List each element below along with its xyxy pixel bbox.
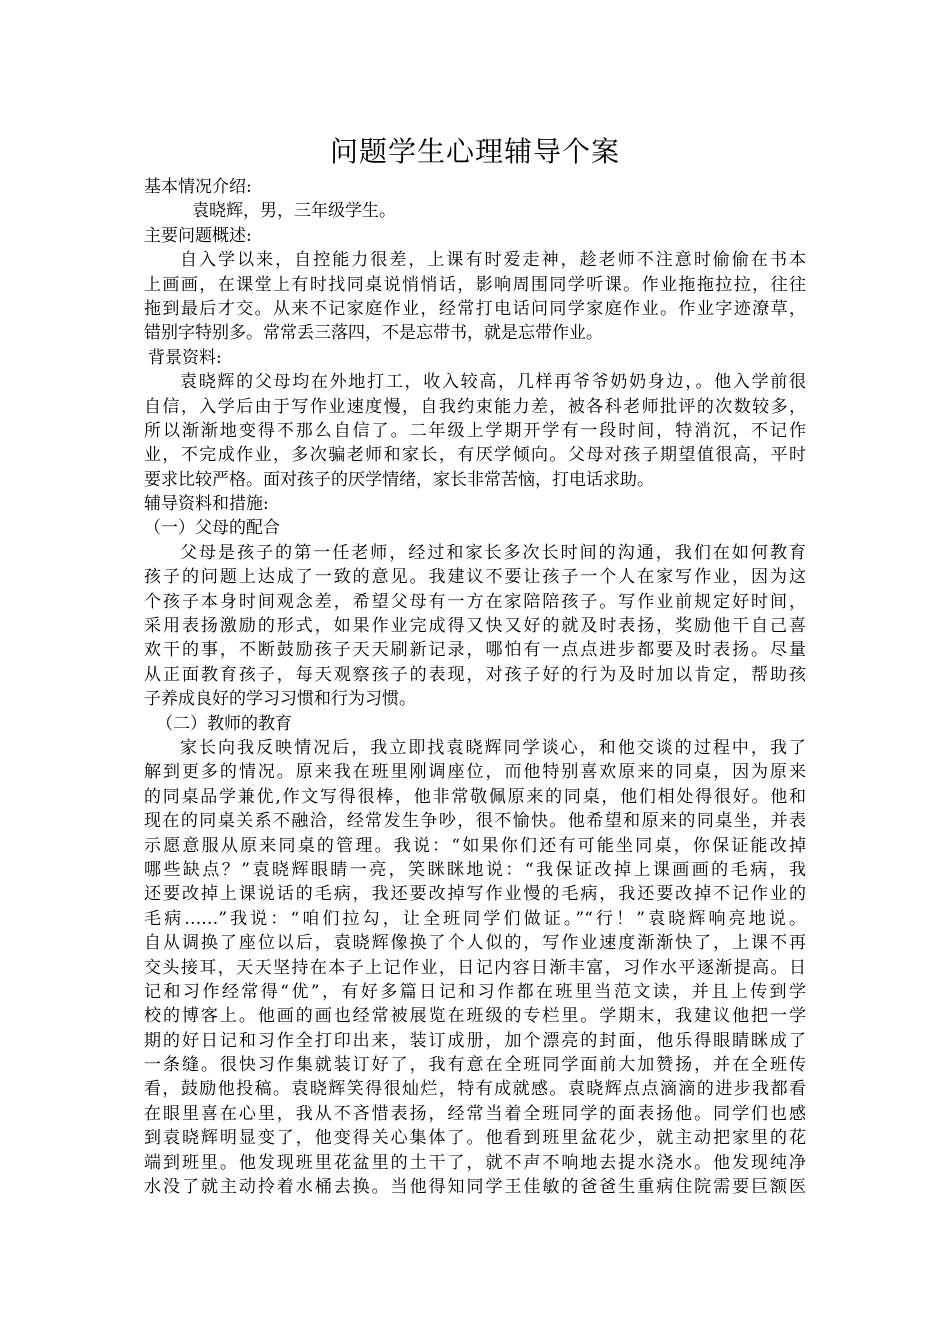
- text-line: 现在的同桌关系不融洽，经常发生争吵，很不愉快。他希望和原来的同桌坐，并表: [144, 811, 806, 832]
- text-line: 父母是孩子的第一任老师，经过和家长多次长时间的沟通，我们在如何教育: [180, 542, 806, 563]
- text-line: （二）教师的教育: [156, 713, 292, 734]
- text-line: 自入学以来，自控能力很差，上课有时爱走神，趁老师不注意时偷偷在书本: [180, 250, 806, 271]
- text-line: 记和习作经常得“优”，有好多篇日记和习作都在班里当范文读，并且上传到学: [144, 981, 806, 1002]
- text-line: 家长向我反映情况后，我立即找袁晓辉同学谈心，和他交谈的过程中，我了: [180, 737, 806, 758]
- text-line: 交头接耳，天天坚持在本子上记作业，日记内容日渐丰富，习作水平逐渐提高。日: [144, 957, 806, 978]
- text-line: 个孩子本身时间观念差，希望父母有一方在家陪陪孩子。写作业前规定好时间，: [144, 591, 806, 612]
- document-body: [144, 175, 806, 1199]
- text-line: 业，不完成作业，多次骗老师和家长，有厌学倾向。父母对孩子期望值很高，平时: [144, 445, 806, 466]
- text-line: 在眼里喜在心里，我从不吝惜表扬，经常当着全班同学的面表扬他。同学们也感: [144, 1103, 806, 1124]
- text-line: 校的博客上。他画的画也经常被展览在班级的专栏里。学期末，我建议他把一学: [144, 1006, 806, 1027]
- text-line: 解到更多的情况。原来我在班里刚调座位，而他特别喜欢原来的同桌，因为原来: [144, 762, 806, 783]
- text-line: 欢干的事，不断鼓励孩子天天刷新记录，哪怕有一点点进步都要及时表扬。尽量: [144, 640, 806, 661]
- text-line: 子养成良好的学习习惯和行为习惯。: [144, 689, 416, 710]
- text-line: 所以渐渐地变得不那么自信了。二年级上学期开学有一段时间，特消沉，不记作: [144, 420, 806, 441]
- text-line: 背景资料:: [148, 347, 222, 368]
- text-line: 一条缝。很快习作集就装订好了，我有意在全班同学面前大加赞扬，并在全班传: [144, 1055, 806, 1076]
- text-line: 自从调换了座位以后，袁晓辉像换了个人似的，写作业速度渐渐快了，上课不再: [144, 933, 806, 954]
- text-line: 还要改掉上课说话的毛病，我还要改掉写作业慢的毛病，我还要改掉不记作业的: [144, 884, 806, 905]
- text-line: 袁晓辉，男，三年级学生。: [192, 201, 396, 222]
- text-line: 错别字特别多。常常丢三落四，不是忘带书，就是忘带作业。: [144, 323, 603, 344]
- text-line: 孩子的问题上达成了一致的意见。我建议不要让孩子一个人在家写作业，因为这: [144, 567, 806, 588]
- text-line: 拖到最后才交。从来不记家庭作业，经常打电话问同学家庭作业。作业字迹潦草，: [144, 298, 806, 319]
- document-title: 问题学生心理辅导个案: [329, 135, 620, 168]
- text-line: 期的好日记和习作全打印出来，装订成册，加个漂亮的封面，他乐得眼睛眯成了: [144, 1030, 806, 1051]
- text-line: （一）父母的配合: [144, 518, 280, 539]
- text-line: 从正面教育孩子，每天观察孩子的表现，对孩子好的行为及时加以肯定，帮助孩: [144, 664, 806, 685]
- text-line: 辅导资料和措施:: [144, 494, 269, 515]
- text-line: 看，鼓励他投稿。袁晓辉笑得很灿烂，特有成就感。袁晓辉点点滴滴的进步我都看: [144, 1079, 806, 1100]
- text-line: 基本情况介绍:: [144, 177, 252, 197]
- text-line: 示愿意服从原来同桌的管理。我说：“如果你们还有可能坐同桌，你保证能改掉: [144, 835, 806, 856]
- text-line: 要求比较严格。面对孩子的厌学情绪，家长非常苦恼，打电话求助。: [144, 469, 654, 490]
- text-line: 哪些缺点？”袁晓辉眼睛一亮，笑眯眯地说：“我保证改掉上课画画的毛病，我: [144, 859, 806, 880]
- text-line: 端到班里。他发现班里花盆里的土干了，就不声不响地去提水浇水。他发现纯净: [144, 1152, 806, 1173]
- text-line: 到袁晓辉明显变了，他变得关心集体了。他看到班里盆花少，就主动把家里的花: [144, 1128, 806, 1149]
- text-line: 的同桌品学兼优,作文写得很棒，他非常敬佩原来的同桌，他们相处得很好。他和: [144, 786, 806, 807]
- text-line: 自信，入学后由于写作业速度慢，自我约束能力差，被各科老师批评的次数较多，: [144, 396, 806, 417]
- text-line: 上画画，在课堂上有时找同桌说悄悄话，影响周围同学听课。作业拖拖拉拉，往往: [144, 274, 806, 295]
- text-line: 毛病……”我说：“咱们拉勾，让全班同学们做证。”“行！”袁晓辉响亮地说。: [144, 908, 806, 929]
- text-line: 水没了就主动拎着水桶去换。当他得知同学王佳敏的爸爸生重病住院需要巨额医: [144, 1177, 806, 1198]
- text-line: 主要问题概述:: [144, 225, 252, 246]
- text-line: 采用表扬激励的形式，如果作业完成得又快又好的就及时表扬，奖励他干自己喜: [144, 616, 806, 637]
- text-line: 袁晓辉的父母均在外地打工，收入较高，几样再爷爷奶奶身边，。他入学前很: [180, 372, 806, 393]
